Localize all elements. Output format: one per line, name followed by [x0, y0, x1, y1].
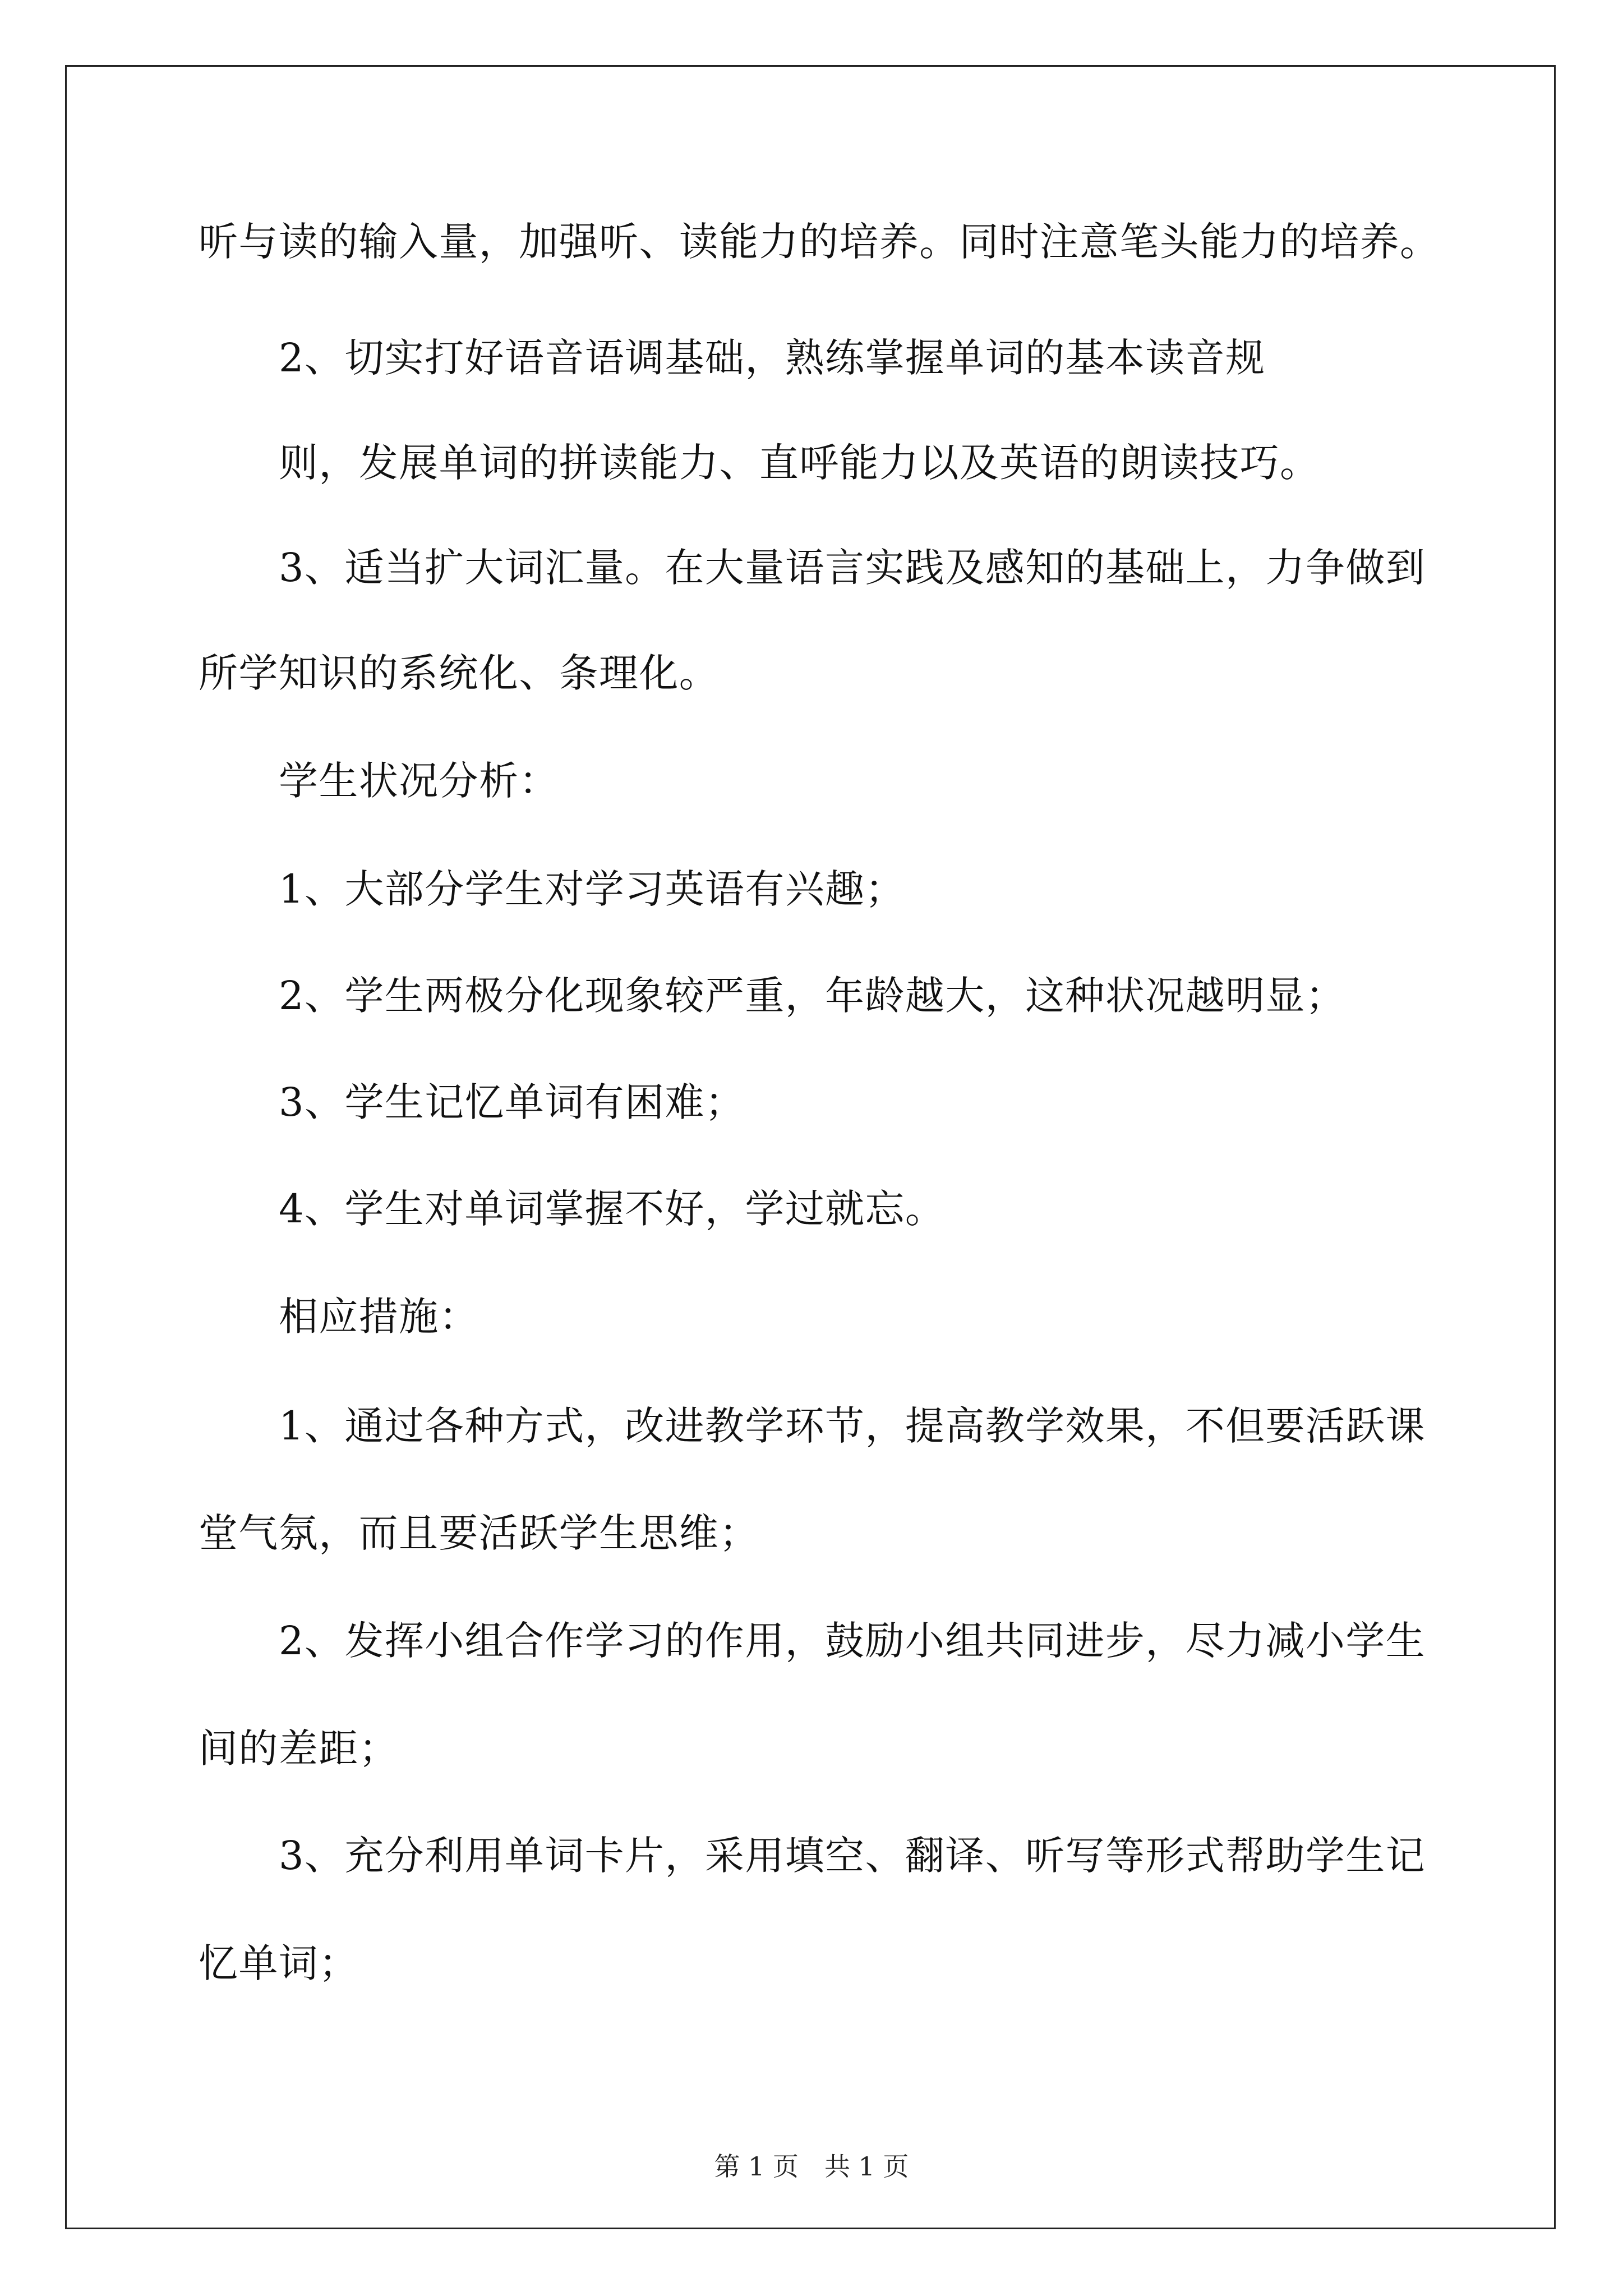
list-item: 3、学生记忆单词有困难；: [279, 1079, 745, 1125]
list-item: 1、大部分学生对学习英语有兴趣；: [279, 866, 905, 912]
list-item-continued: 忆单词；: [199, 1940, 359, 1986]
list-item: 2、学生两极分化现象较严重，年龄越大，这种状况越明显；: [279, 973, 1346, 1019]
section-heading: 相应措施：: [279, 1294, 479, 1340]
page-number: 第 1 页 共 1 页: [714, 2151, 909, 2182]
list-item: 1、通过各种方式，改进教学环节，提高教学效果，不但要活跃课: [279, 1403, 1426, 1449]
list-item: 3、充分利用单词卡片，采用填空、翻译、听写等形式帮助学生记: [279, 1833, 1426, 1879]
body-line: 3、适当扩大词汇量。在大量语言实践及感知的基础上，力争做到: [279, 545, 1426, 591]
body-line: 所学知识的系统化、条理化。: [199, 650, 720, 696]
list-item-continued: 堂气氛，而且要活跃学生思维；: [199, 1510, 759, 1556]
list-item-continued: 间的差距；: [199, 1726, 399, 1772]
list-item: 4、学生对单词掌握不好，学过就忘。: [279, 1186, 946, 1232]
page-border: [65, 65, 1556, 2229]
body-line: 2、切实打好语音语调基础，熟练掌握单词的基本读音规: [279, 335, 1266, 381]
list-item: 2、发挥小组合作学习的作用，鼓励小组共同进步，尽力减小学生: [279, 1618, 1426, 1664]
section-heading: 学生状况分析：: [279, 758, 559, 804]
body-line: 听与读的输入量，加强听、读能力的培养。同时注意笔头能力的培养。: [199, 219, 1440, 265]
body-line: 则，发展单词的拼读能力、直呼能力以及英语的朗读技巧。: [279, 440, 1320, 486]
